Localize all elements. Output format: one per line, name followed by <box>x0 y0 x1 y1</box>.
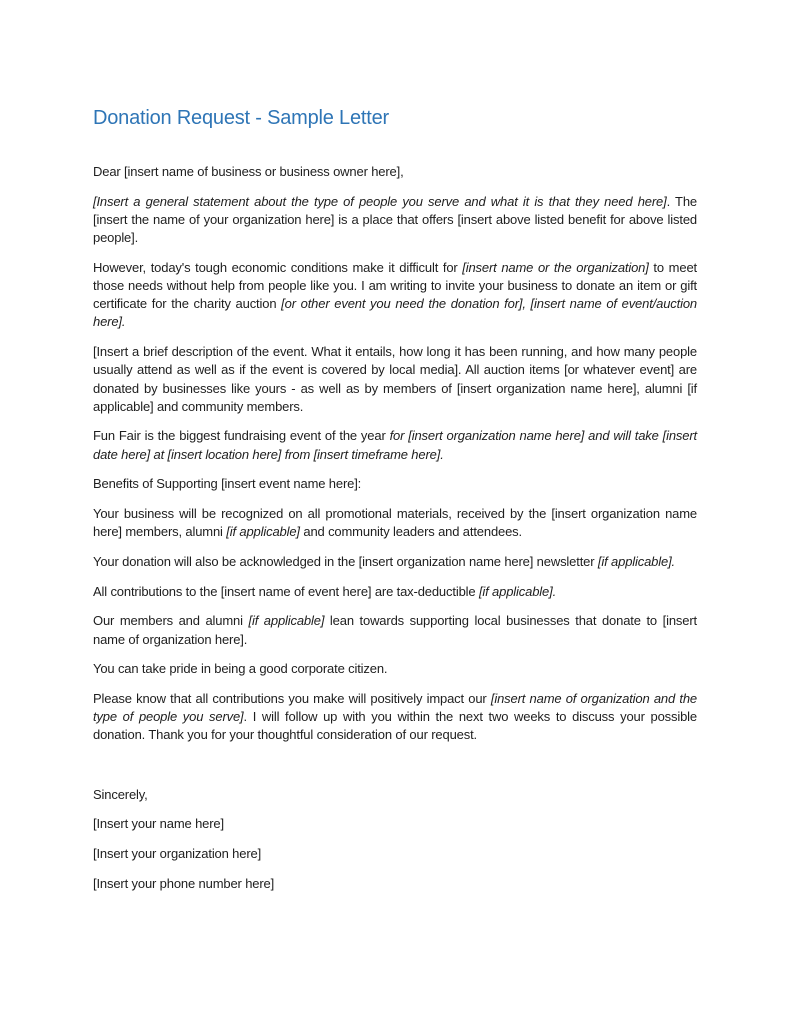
text-run: . The [insert the name of your organization here] is a place that offers [insert above listed benefit for above listed people]. <box>93 193 698 246</box>
italic-run: [insert name of organization and the type of people you serve] <box>93 690 697 725</box>
closing-lines <box>93 815 697 893</box>
italic-run: [insert name or the organization] <box>462 259 649 275</box>
text-run: and community leaders and attendees. <box>299 524 522 540</box>
paragraph <box>93 427 697 463</box>
italic-run: [if applicable]. <box>478 583 557 599</box>
text-run: You can take pride in being a good corporate citizen. <box>93 661 388 677</box>
paragraph <box>93 475 697 493</box>
paragraph <box>93 343 697 416</box>
italic-run: [if applicable]. <box>597 553 675 569</box>
italic-run: for [insert organization name here] and will take [insert date here] at [insert location here] from [insert timeframe here]. <box>93 428 698 462</box>
paragraph <box>93 553 697 571</box>
closing-line: [Insert your phone number here] <box>93 875 275 891</box>
italic-run: [if applicable] <box>248 613 325 629</box>
text-run: Benefits of Supporting [insert event name here]: <box>93 476 362 492</box>
text-run: [Insert a brief description of the event. What it entails, how long it has been running, and how many people usually attend as well as if the event is covered by local media]. All auction items [or whatever event] are donated by businesses like yours - as well as by members of [insert organization name here], alumni [if applicable] and community members. <box>93 344 697 414</box>
salutation: Dear [insert name of business or business owner here], <box>93 164 404 179</box>
paragraph <box>93 690 697 745</box>
closing-line: [Insert your organization here] <box>93 845 262 861</box>
closing-line: [Insert your name here] <box>93 816 224 832</box>
text-run: lean towards supporting local businesses that donate to [insert name of organization here]. <box>93 613 697 647</box>
page-title: Donation Request - Sample Letter <box>93 107 389 129</box>
paragraph <box>93 193 697 248</box>
signoff: Sincerely, <box>93 786 148 802</box>
closing-block <box>93 786 697 893</box>
italic-run: [Insert a general statement about the type of people you serve and what it is that they need here] <box>93 193 667 209</box>
text-run: All contributions to the [insert name of event here] are tax-deductible <box>93 583 479 599</box>
paragraph <box>93 583 697 601</box>
paragraph <box>93 259 697 332</box>
paragraph <box>93 612 697 648</box>
text-run: to meet those needs without help from people like you. I am writing to invite your business to donate an item or gift certificate for the charity auction <box>93 259 697 312</box>
text-run: Fun Fair is the biggest fundraising event of the year <box>93 428 390 444</box>
text-run: Our members and alumni <box>93 613 249 629</box>
paragraph <box>93 660 697 678</box>
text-run: Your business will be recognized on all promotional materials, received by the [insert organization name here] members, alumni <box>93 506 697 540</box>
italic-run: [if applicable] <box>226 524 300 540</box>
letter-body <box>93 193 697 745</box>
text-run: However, today's tough economic conditions make it difficult for <box>93 259 463 275</box>
italic-run: [or other event you need the donation for], [insert name of event/auction here]. <box>93 296 697 330</box>
text-run: . I will follow up with you within the next two weeks to discuss your possible donation. Thank you for your thoughtful consideration of our request. <box>93 709 697 743</box>
text-run: Your donation will also be acknowledged in the [insert organization name here] newsletter <box>93 553 598 569</box>
text-run: Please know that all contributions you make will positively impact our <box>93 690 491 706</box>
paragraph <box>93 505 697 541</box>
